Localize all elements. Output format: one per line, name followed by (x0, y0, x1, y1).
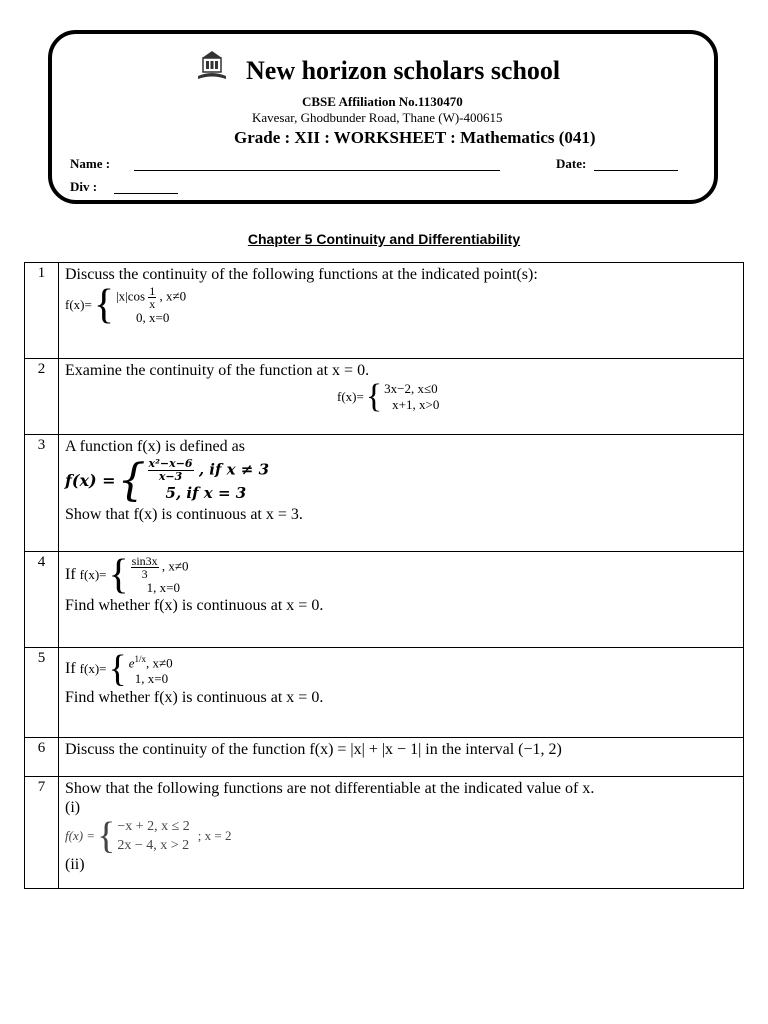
question-number: 7 (25, 777, 59, 889)
date-label: Date: (556, 156, 587, 171)
date-field[interactable] (594, 170, 678, 171)
question-row (25, 435, 744, 552)
div-field[interactable] (114, 193, 178, 194)
case-1-expr: |x|cos (116, 287, 146, 303)
piecewise-function: f(x)= { |x|cos $\frac{1}{x}$ , x≠0 0, x=0 (65, 282, 187, 328)
question-number: 5 (25, 648, 59, 738)
case-1-condition: , x≠0 (161, 557, 189, 573)
question-row (25, 359, 744, 435)
case-2-expr: 5, if x = 3 (165, 484, 247, 502)
case-1-exponent: 1/x (134, 653, 147, 664)
function-label: f(x) = (65, 471, 116, 490)
school-address: Kavesar, Ghodbunder Road, Thane (W)-400615 (252, 110, 503, 125)
name-label: Name : (70, 156, 111, 171)
question-number: 1 (25, 263, 59, 359)
question-text: Discuss the continuity of the following functions at the indicated point(s): (65, 266, 538, 283)
question-row (25, 738, 744, 777)
function-label: f(x)= (65, 297, 92, 312)
case-1-base: e (128, 655, 135, 671)
question-row (25, 777, 744, 889)
if-label: If (65, 566, 76, 583)
part-ii-label: (ii) (65, 856, 85, 873)
if-label: If (65, 660, 76, 677)
piecewise-function: If f(x)= { $e^{1/x}$, x≠0 1, x=0 (65, 648, 173, 690)
header-box (48, 30, 718, 204)
question-row (25, 263, 744, 359)
question-number: 6 (25, 738, 59, 777)
question-row (25, 552, 744, 648)
function-label: f(x)= (337, 389, 364, 404)
case-1-condition: , x≠0 (159, 287, 187, 303)
case-1-expr: −x + 2, x ≤ 2 (117, 819, 190, 834)
question-number: 4 (25, 552, 59, 648)
function-label: f(x)= (79, 567, 107, 582)
question-number: 2 (25, 359, 59, 435)
question-text: A function f(x) is defined as (65, 438, 245, 455)
piecewise-function: f(x) = { −x + 2, x ≤ 2 2x − 4, x > 2 ; x = 2 (65, 815, 232, 857)
name-field[interactable] (134, 170, 500, 171)
case-2-expr: 0, x=0 (136, 309, 170, 325)
piecewise-function: If f(x)= { $\frac{\sin 3x}{3}$ , x≠0 1, x=0 (65, 552, 189, 598)
case-2-expr: x+1, x>0 (392, 397, 440, 412)
case-2-expr: 1, x=0 (134, 671, 169, 687)
indicated-point: ; x = 2 (197, 828, 232, 843)
case-1-condition: , x≠0 (146, 655, 173, 671)
school-logo-icon (194, 48, 230, 84)
div-label: Div : (70, 179, 98, 194)
question-row (25, 648, 744, 738)
question-tail: Find whether f(x) is continuous at x = 0. (65, 689, 324, 706)
case-1-expr: 3x−2, x≤0 (384, 381, 438, 396)
chapter-title: Chapter 5 Continuity and Differentiability (247, 231, 521, 247)
question-text: Discuss the continuity of the function f(x) = |x| + |x − 1| in the interval (−1, 2) (65, 741, 562, 758)
function-label: f(x) = (65, 828, 96, 843)
function-label: f(x)= (79, 661, 107, 676)
affiliation-number: CBSE Affiliation No.1130470 (302, 94, 463, 109)
school-name: New horizon scholars school (246, 56, 561, 85)
case-1-condition: , if x ≠ 3 (198, 460, 270, 479)
grade-line: Grade : XII : WORKSHEET : Mathematics (041) (234, 128, 596, 147)
question-tail: Show that f(x) is continuous at x = 3. (65, 506, 303, 523)
case-2-expr: 1, x=0 (146, 579, 180, 595)
piecewise-function: f(x) = { $\frac{\text{x²−x−6}}{x-3}$ , if x ≠ 3 5, if x = 3 (65, 454, 270, 506)
questions-table (24, 262, 744, 889)
question-tail: Find whether f(x) is continuous at x = 0. (65, 597, 324, 614)
question-number: 3 (25, 435, 59, 552)
part-i-label: (i) (65, 799, 81, 816)
question-text: Examine the continuity of the function at x = 0. (65, 362, 370, 379)
question-text: Show that the following functions are not differentiable at the indicated value of x. (65, 780, 595, 797)
piecewise-function: f(x)= { 3x−2, x≤0 x+1, x>0 (337, 378, 440, 415)
case-2-expr: 2x − 4, x > 2 (117, 838, 190, 853)
